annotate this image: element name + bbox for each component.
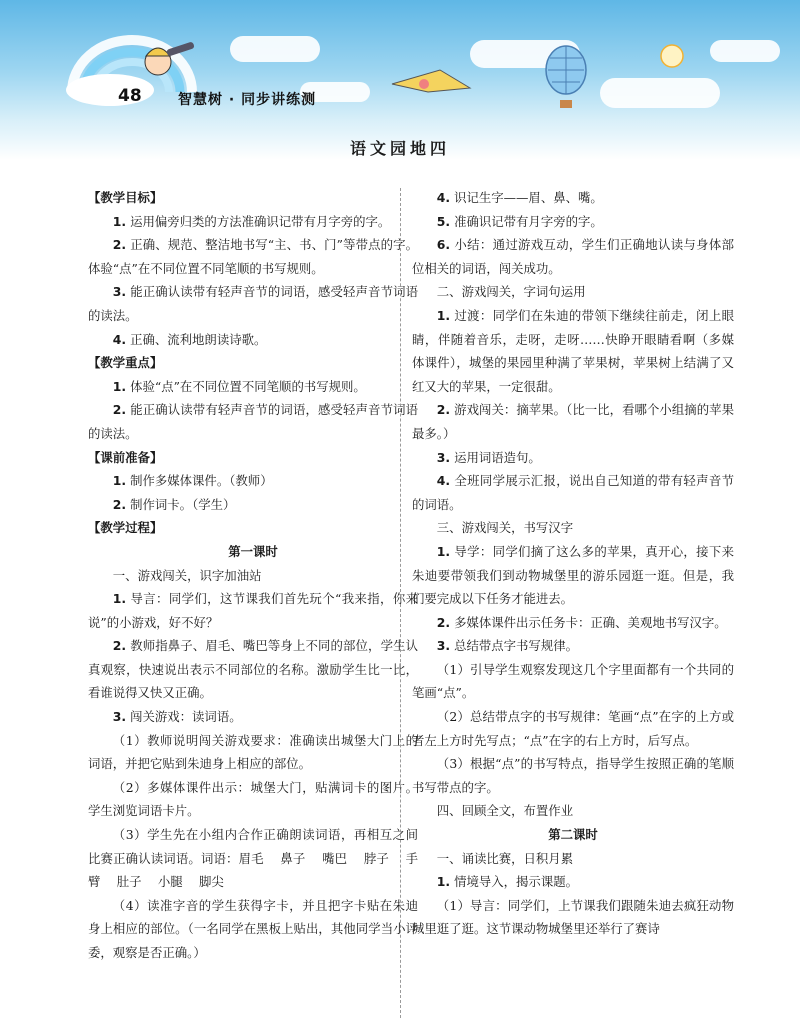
paragraph-text: 能正确认读带有轻声音节的词语，感受轻声音节词语的读法。 xyxy=(88,284,418,323)
numbered-paragraph xyxy=(88,634,418,705)
paragraph-text: 能正确认读带有轻声音节的词语，感受轻声音节词语的读法。 xyxy=(88,402,418,441)
paragraph-number: 4. xyxy=(436,473,451,489)
numbered-paragraph xyxy=(88,375,418,399)
hot-air-balloon-icon xyxy=(546,46,586,108)
numbered-paragraph xyxy=(412,611,734,635)
paragraph-text: 过渡：同学们在朱迪的带领下继续往前走，闭上眼睛，伴随着音乐，走呀，走呀……快睁开眼睛看啊（多媒体课件），城堡的果园里种满了苹果树，苹果树上结满了又红又大的苹果，一定很甜。 xyxy=(412,307,734,394)
paragraph-number: 2. xyxy=(112,496,127,512)
numbered-paragraph xyxy=(412,446,734,470)
paragraph-text: 闯关游戏：读词语。 xyxy=(130,709,242,725)
lesson-heading: 第二课时 xyxy=(548,827,598,843)
paragraph: （1）引导学生观察发现这几个字里面都有一个共同的笔画“点”。 xyxy=(412,661,734,701)
paragraph-number: 1. xyxy=(436,307,451,323)
numbered-paragraph xyxy=(88,705,418,729)
numbered-paragraph xyxy=(88,398,418,445)
paragraph-number: 2. xyxy=(436,402,451,418)
right-column xyxy=(412,186,734,941)
numbered-paragraph xyxy=(412,304,734,398)
book-series-title: 智慧树 · 同步讲练测 xyxy=(178,92,317,108)
left-column xyxy=(88,186,418,965)
numbered-paragraph xyxy=(412,540,734,611)
paragraph-text: 制作多媒体课件。（教师） xyxy=(130,473,273,489)
paragraph-number: 3. xyxy=(436,638,451,654)
paragraph: （4）读准字音的学生获得字卡，并且把字卡贴在朱迪身上相应的部位。（一名同学在黑板上贴出，其他同学当小评委，观察是否正确。） xyxy=(88,897,418,960)
paragraph: （3）根据“点”的书写特点，指导学生按照正确的笔顺书写带点的字。 xyxy=(412,756,734,795)
paragraph-text: 教师指鼻子、眉毛、嘴巴等身上不同的部位，学生认真观察，快速说出表示不同部位的名称。激励学生比一比，看谁说得又快又正确。 xyxy=(88,638,418,701)
paragraph-number: 1. xyxy=(112,591,127,607)
paragraph: （3）学生先在小组内合作正确朗读词语，再相互之间比赛正确认读词语。词语：眉毛 鼻子 嘴巴 脖子 手臂 肚子 小腿 脚尖 xyxy=(88,827,418,890)
paragraph-number: 1. xyxy=(436,874,451,890)
paragraph-text: 情境导入，揭示课题。 xyxy=(454,874,578,890)
paragraph-text: 导学：同学们摘了这么多的苹果，真开心，接下来朱迪要带领我们到动物城堡里的游乐园逛一逛。但是，我们要完成以下任务才能进去。 xyxy=(412,543,734,607)
paragraph: 一、诵读比赛，日积月累 xyxy=(436,850,574,866)
paragraph-text: 多媒体课件出示任务卡：正确、美观地书写汉字。 xyxy=(454,614,727,630)
paragraph-number: 3. xyxy=(112,709,127,725)
paragraph-text: 运用词语造句。 xyxy=(454,449,541,465)
paragraph-number: 2. xyxy=(436,614,451,630)
paragraph-text: 全班同学展示汇报，说出自己知道的带有轻声音节的词语。 xyxy=(412,473,734,512)
paragraph-text: 正确、流利地朗读诗歌。 xyxy=(130,331,267,347)
numbered-paragraph xyxy=(88,233,418,280)
numbered-paragraph xyxy=(88,280,418,327)
paragraph-text: 游戏闯关：摘苹果。（比一比，看哪个小组摘的苹果最多。） xyxy=(412,402,734,441)
paragraph: （2）总结带点字的书写规律：笔画“点”在字的上方或者左上方时先写点；“点”在字的右上方时，后写点。 xyxy=(412,709,734,748)
numbered-paragraph xyxy=(412,870,734,894)
paragraph: （1）导言：同学们，上节课我们跟随朱迪去疯狂动物城里逛了逛。这节课动物城堡里还举行了赛诗 xyxy=(412,897,734,937)
numbered-paragraph xyxy=(412,210,734,234)
paragraph-text: 运用偏旁归类的方法准确识记带有月字旁的字。 xyxy=(130,213,391,229)
paragraph-text: 识记生字——眉、鼻、嘴。 xyxy=(454,190,603,205)
paragraph-text: 总结带点字书写规律。 xyxy=(454,638,578,654)
paragraph-text: 小结：通过游戏互动，学生们正确地认读与身体部位相关的词语，闯关成功。 xyxy=(412,237,734,276)
page-number: 48 xyxy=(118,86,142,106)
paragraph: （2）多媒体课件出示：城堡大门，贴满词卡的图片。学生浏览词语卡片。 xyxy=(88,779,418,819)
numbered-paragraph xyxy=(412,233,734,280)
paragraph-number: 3. xyxy=(436,449,451,465)
paragraph: 四、回顾全文，布置作业 xyxy=(436,803,574,819)
section-heading: 【教学目标】 xyxy=(88,190,163,205)
paragraph-number: 1. xyxy=(436,543,451,559)
paragraph-text: 体验“点”在不同位置不同笔顺的书写规则。 xyxy=(130,378,366,394)
paragraph-text: 准确识记带有月字旁的字。 xyxy=(454,213,603,229)
numbered-paragraph xyxy=(88,210,418,234)
page-title: 语文园地四 xyxy=(349,139,450,158)
numbered-paragraph xyxy=(88,328,418,352)
paragraph-number: 5. xyxy=(436,213,451,229)
paragraph-number: 4. xyxy=(112,331,127,347)
paragraph: 三、游戏闯关，书写汉字 xyxy=(436,520,574,536)
column-divider xyxy=(400,188,401,1018)
paragraph-number: 1. xyxy=(112,378,127,394)
numbered-paragraph xyxy=(412,634,734,658)
numbered-paragraph xyxy=(88,469,418,493)
numbered-paragraph xyxy=(412,398,734,445)
section-heading: 【教学重点】 xyxy=(88,355,163,371)
sun-icon xyxy=(661,45,683,67)
paragraph-number: 2. xyxy=(112,237,127,253)
paragraph-number: 6. xyxy=(436,237,451,253)
paragraph-text: 正确、规范、整洁地书写“主、书、门”等带点的字。体验“点”在不同位置不同笔顺的书写规则。 xyxy=(88,237,418,276)
numbered-paragraph xyxy=(88,587,418,634)
numbered-paragraph xyxy=(412,469,734,516)
paragraph-text: 制作词卡。（学生） xyxy=(130,496,236,512)
lesson-heading: 第一课时 xyxy=(228,543,278,559)
glider-icon xyxy=(392,70,470,92)
paragraph-number: 4. xyxy=(436,190,451,205)
paragraph-number: 1. xyxy=(112,213,127,229)
paragraph-number: 2. xyxy=(112,402,127,418)
paragraph-text: 导言：同学们，这节课我们首先玩个“我来指，你来说”的小游戏，好不好？ xyxy=(88,591,418,630)
paragraph: （1）教师说明闯关游戏要求：准确读出城堡大门上的词语，并把它贴到朱迪身上相应的部位。 xyxy=(88,732,418,772)
numbered-paragraph xyxy=(412,186,734,210)
numbered-paragraph xyxy=(88,493,418,517)
paragraph: 二、游戏闯关，字词句运用 xyxy=(436,284,586,300)
section-heading: 【课前准备】 xyxy=(88,449,163,465)
section-heading: 【教学过程】 xyxy=(88,520,163,536)
paragraph-number: 1. xyxy=(112,473,127,489)
paragraph: 一、游戏闯关，识字加油站 xyxy=(112,567,262,583)
paragraph-number: 3. xyxy=(112,284,127,300)
paragraph-number: 2. xyxy=(112,638,127,654)
